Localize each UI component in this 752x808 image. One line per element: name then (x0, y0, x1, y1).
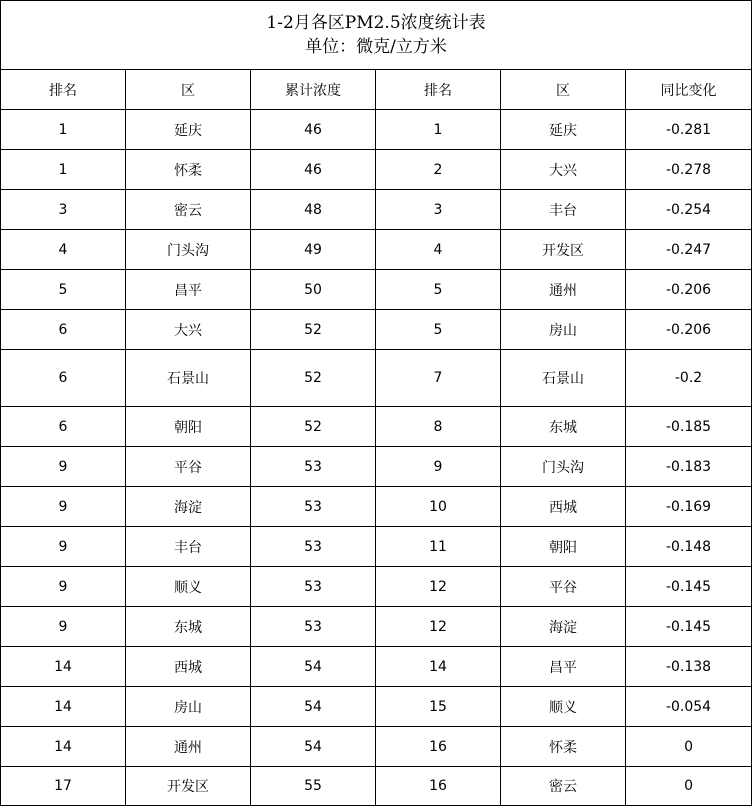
district-left-cell: 丰台 (126, 527, 251, 567)
yoy-change-cell: -0.145 (626, 567, 752, 607)
district-right-cell: 通州 (501, 270, 626, 310)
rank-left-cell: 14 (1, 647, 126, 687)
table-row (1, 687, 752, 727)
district-right-cell: 平谷 (501, 567, 626, 607)
district-right-cell: 石景山 (501, 350, 626, 407)
district-left-cell: 房山 (126, 687, 251, 727)
concentration-cell: 53 (251, 487, 376, 527)
district-left-cell: 密云 (126, 190, 251, 230)
yoy-change-cell: -0.206 (626, 310, 752, 350)
table-row (1, 607, 752, 647)
district-right-cell: 丰台 (501, 190, 626, 230)
rank-right-cell: 2 (376, 150, 501, 190)
district-right-cell: 朝阳 (501, 527, 626, 567)
concentration-cell: 54 (251, 647, 376, 687)
concentration-cell: 49 (251, 230, 376, 270)
district-right-cell: 房山 (501, 310, 626, 350)
rank-right-cell: 8 (376, 407, 501, 447)
district-left-cell: 延庆 (126, 110, 251, 150)
rank-right-cell: 11 (376, 527, 501, 567)
table-title: 1-2月各区PM2.5浓度统计表 (266, 13, 486, 33)
district-right-cell: 延庆 (501, 110, 626, 150)
concentration-cell: 52 (251, 407, 376, 447)
yoy-change-cell: -0.247 (626, 230, 752, 270)
table-row (1, 767, 752, 806)
district-right-cell: 门头沟 (501, 447, 626, 487)
header-district-right: 区 (501, 70, 626, 110)
district-left-cell: 开发区 (126, 767, 251, 806)
table-row (1, 447, 752, 487)
table-row (1, 150, 752, 190)
rank-left-cell: 1 (1, 150, 126, 190)
district-left-cell: 西城 (126, 647, 251, 687)
table-unit: 单位：微克/立方米 (305, 37, 447, 57)
header-district-left: 区 (126, 70, 251, 110)
rank-right-cell: 9 (376, 447, 501, 487)
header-rank-right: 排名 (376, 70, 501, 110)
concentration-cell: 54 (251, 727, 376, 767)
yoy-change-cell: -0.185 (626, 407, 752, 447)
district-right-cell: 西城 (501, 487, 626, 527)
yoy-change-cell: -0.206 (626, 270, 752, 310)
concentration-cell: 52 (251, 310, 376, 350)
district-left-cell: 通州 (126, 727, 251, 767)
rank-left-cell: 9 (1, 607, 126, 647)
rank-left-cell: 6 (1, 350, 126, 407)
concentration-cell: 46 (251, 110, 376, 150)
concentration-cell: 53 (251, 567, 376, 607)
district-right-cell: 开发区 (501, 230, 626, 270)
table-row (1, 310, 752, 350)
district-left-cell: 东城 (126, 607, 251, 647)
district-left-cell: 门头沟 (126, 230, 251, 270)
concentration-cell: 52 (251, 350, 376, 407)
yoy-change-cell: -0.278 (626, 150, 752, 190)
rank-left-cell: 9 (1, 487, 126, 527)
rank-right-cell: 7 (376, 350, 501, 407)
rank-right-cell: 3 (376, 190, 501, 230)
district-left-cell: 平谷 (126, 447, 251, 487)
rank-right-cell: 4 (376, 230, 501, 270)
concentration-cell: 46 (251, 150, 376, 190)
district-right-cell: 密云 (501, 767, 626, 806)
yoy-change-cell: -0.054 (626, 687, 752, 727)
rank-left-cell: 6 (1, 407, 126, 447)
rank-right-cell: 5 (376, 270, 501, 310)
table-title-cell (1, 1, 752, 70)
district-left-cell: 顺义 (126, 567, 251, 607)
table-body (1, 110, 752, 806)
rank-left-cell: 9 (1, 527, 126, 567)
yoy-change-cell: -0.2 (626, 350, 752, 407)
rank-right-cell: 5 (376, 310, 501, 350)
district-right-cell: 海淀 (501, 607, 626, 647)
district-right-cell: 顺义 (501, 687, 626, 727)
yoy-change-cell: -0.148 (626, 527, 752, 567)
table-row (1, 487, 752, 527)
table-row (1, 190, 752, 230)
yoy-change-cell: -0.254 (626, 190, 752, 230)
district-left-cell: 石景山 (126, 350, 251, 407)
concentration-cell: 53 (251, 527, 376, 567)
rank-right-cell: 16 (376, 727, 501, 767)
rank-left-cell: 1 (1, 110, 126, 150)
rank-left-cell: 6 (1, 310, 126, 350)
table-row (1, 110, 752, 150)
table-row (1, 727, 752, 767)
rank-right-cell: 14 (376, 647, 501, 687)
district-right-cell: 昌平 (501, 647, 626, 687)
table-row (1, 270, 752, 310)
yoy-change-cell: -0.281 (626, 110, 752, 150)
rank-right-cell: 12 (376, 567, 501, 607)
yoy-change-cell: 0 (626, 767, 752, 806)
rank-left-cell: 14 (1, 687, 126, 727)
district-left-cell: 怀柔 (126, 150, 251, 190)
concentration-cell: 53 (251, 607, 376, 647)
table-row (1, 407, 752, 447)
table-row (1, 230, 752, 270)
rank-left-cell: 5 (1, 270, 126, 310)
yoy-change-cell: -0.169 (626, 487, 752, 527)
table-row (1, 350, 752, 407)
concentration-cell: 48 (251, 190, 376, 230)
table-row (1, 647, 752, 687)
table-row (1, 527, 752, 567)
district-right-cell: 东城 (501, 407, 626, 447)
yoy-change-cell: 0 (626, 727, 752, 767)
district-left-cell: 大兴 (126, 310, 251, 350)
concentration-cell: 50 (251, 270, 376, 310)
rank-left-cell: 9 (1, 447, 126, 487)
concentration-cell: 53 (251, 447, 376, 487)
district-left-cell: 朝阳 (126, 407, 251, 447)
concentration-cell: 55 (251, 767, 376, 806)
rank-right-cell: 12 (376, 607, 501, 647)
concentration-cell: 54 (251, 687, 376, 727)
header-yoy-change: 同比变化 (626, 70, 752, 110)
rank-left-cell: 4 (1, 230, 126, 270)
yoy-change-cell: -0.183 (626, 447, 752, 487)
district-right-cell: 怀柔 (501, 727, 626, 767)
table-row (1, 567, 752, 607)
rank-right-cell: 15 (376, 687, 501, 727)
rank-right-cell: 10 (376, 487, 501, 527)
rank-left-cell: 3 (1, 190, 126, 230)
title-row (1, 1, 752, 70)
rank-left-cell: 17 (1, 767, 126, 806)
yoy-change-cell: -0.138 (626, 647, 752, 687)
district-left-cell: 海淀 (126, 487, 251, 527)
rank-left-cell: 9 (1, 567, 126, 607)
yoy-change-cell: -0.145 (626, 607, 752, 647)
header-rank-left: 排名 (1, 70, 126, 110)
rank-right-cell: 1 (376, 110, 501, 150)
rank-left-cell: 14 (1, 727, 126, 767)
district-right-cell: 大兴 (501, 150, 626, 190)
rank-right-cell: 16 (376, 767, 501, 806)
header-cumulative-concentration: 累计浓度 (251, 70, 376, 110)
header-row (1, 70, 752, 110)
district-left-cell: 昌平 (126, 270, 251, 310)
